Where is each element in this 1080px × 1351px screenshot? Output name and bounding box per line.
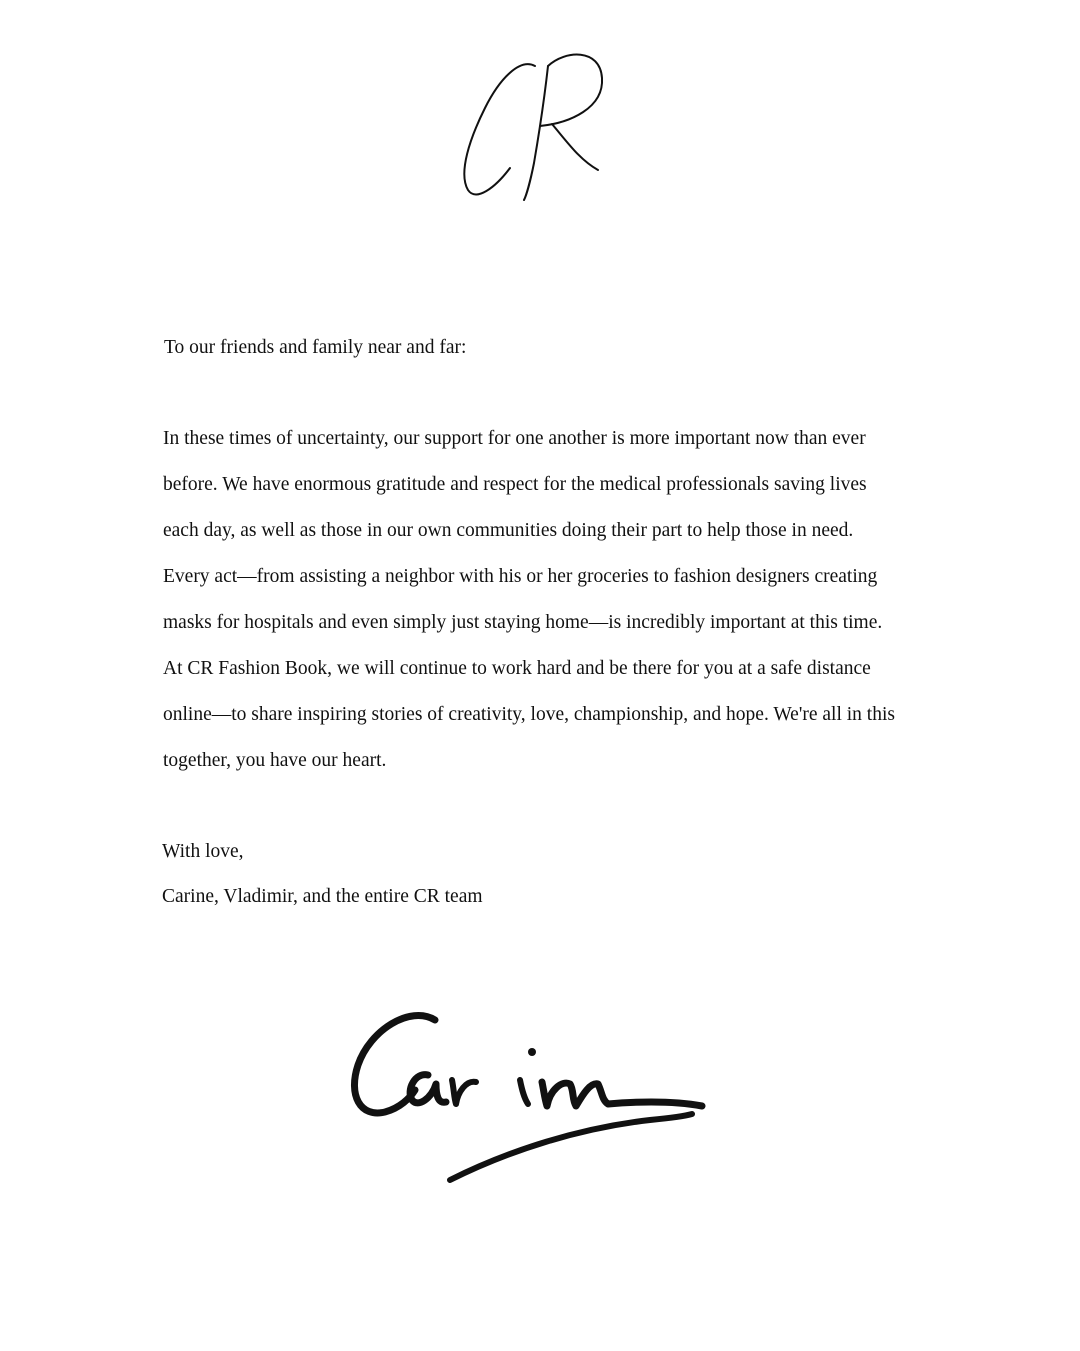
cr-monogram-logo bbox=[440, 38, 630, 208]
body-line: together, you have our heart. bbox=[163, 750, 387, 771]
letter-closing: With love, bbox=[162, 841, 244, 862]
body-line: At CR Fashion Book, we will continue to work hard and be there for you at a safe distance bbox=[163, 658, 871, 679]
body-line: each day, as well as those in our own communities doing their part to help those in need. bbox=[163, 520, 854, 541]
letter-body bbox=[163, 424, 953, 792]
letter-salutation: To our friends and family near and far: bbox=[164, 337, 467, 358]
handwritten-signature bbox=[340, 1000, 720, 1200]
body-line: before. We have enormous gratitude and respect for the medical professionals saving lives bbox=[163, 474, 867, 495]
body-line: masks for hospitals and even simply just staying home—is incredibly important at this time. bbox=[163, 612, 883, 633]
letter-signoff: Carine, Vladimir, and the entire CR team bbox=[162, 886, 483, 907]
body-line: Every act—from assisting a neighbor with his or her groceries to fashion designers creating bbox=[163, 566, 878, 587]
body-line: In these times of uncertainty, our support for one another is more important now than ever bbox=[163, 428, 866, 449]
body-line: online—to share inspiring stories of creativity, love, championship, and hope. We're all in this bbox=[163, 704, 895, 725]
